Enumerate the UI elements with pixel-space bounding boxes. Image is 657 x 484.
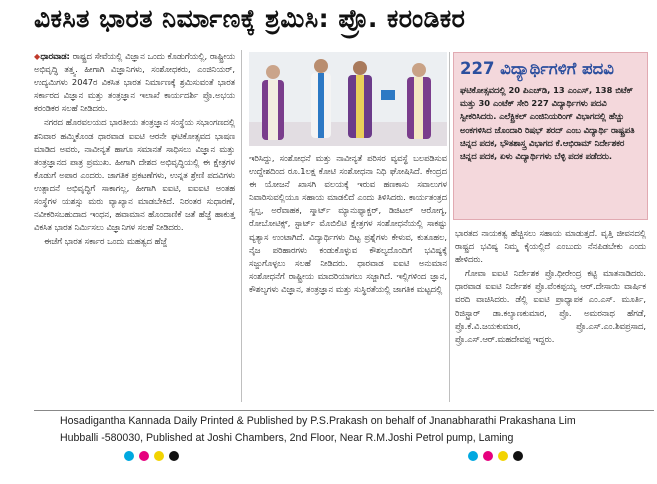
- color-registration-marks-left: [124, 451, 179, 461]
- info-box-title: 227 ವಿದ್ಯಾರ್ಥಿಗಳಿಗೆ ಪದವಿ: [460, 59, 614, 78]
- footer-rule: [34, 410, 654, 411]
- color-registration-marks-right: [468, 451, 523, 461]
- convocation-photo: [249, 52, 447, 146]
- black-dot: [169, 451, 179, 461]
- bullet-icon: ◆: [34, 52, 41, 61]
- convocation-photo-image: [249, 52, 447, 146]
- yellow-dot: [498, 451, 508, 461]
- paragraph: ನಗರದ ಹೊರವಲಯದ ಭಾರತೀಯ ತಂತ್ರಜ್ಞಾನ ಸಂಸ್ಥೆಯ ಸಭಾಂಗಣದಲ್ಲಿ ಶನಿವಾರ ಹಮ್ಮಿಕೊಂಡ ಧಾರವಾಡ ಐಐಟಿ ಆರನೇ ಘಟಿಕೋತ್ಸವದ ಭಾಷಣ ಮಾಡಿದ ಅವರು, ನಾವೀನ್ಯತೆ ಹಾಗೂ ಸಮಾನತೆ ಸಾಧಿಸಲು ವಿಜ್ಞಾನ ಮತ್ತು ತಂತ್ರಜ್ಞಾನದ ಪಾತ್ರ ಪ್ರಮುಖ. ಹೀಗಾಗಿ ದೇಶದ ಅಭಿವೃದ್ಧಿಯಲ್ಲಿ ಈ ಕ್ಷೇತ್ರಗಳ ಕೊಡುಗೆ ಅಪಾರ ಎಂದರು. ಜಾಗತಿಕ ಪ್ರಕಟಣೆಗಳು, ಉನ್ನತ ಶ್ರೇಣಿ ಪದವಿಗಳು ಉತ್ಪಾದನೆ ಅಭಿವೃದ್ಧಿಗೆ ಸಾಕಾಗಲ್ಲ, ಹೀಗಾಗಿ ಐಐಟಿ, ಐಐಐಟಿ ಅಂತಹ ಸಂಸ್ಥೆಗಳ ಯಶಸ್ಸು ಮರು ವ್ಯಾಖ್ಯಾನ ಮಾಡಬೇಕಿದೆ. ನಿರಂತರ ಸುಧಾರಣೆ, ನವೀಕರಿಸಬಹುದಾದ ಇಂಧನ, ಹವಾಮಾನ ಹೊಂದಾಣಿಕೆ ಜತೆ ಹೆಜ್ಜೆ ಹಾಕುತ್ತ ವಿಕಸಿತ ಭಾರತ ನಿರ್ಮಿಸಲು ವಿಜ್ಞಾನಿಗಳ ಸಲಹೆ ನೀಡಿದರು.: [34, 117, 235, 233]
- paragraph: ಇರಿಸಿದ್ದು, ಸಂಶೋಧನೆ ಮತ್ತು ನಾವೀನ್ಯತೆ ಪರಿಸರ ವ್ಯವಸ್ಥೆ ಬಲಪಡಿಸುವ ಉದ್ದೇಶದಿಂದ ರೂ.1ಲಕ್ಷ ಕೋಟಿ ಸಂಶೋಧನಾ ನಿಧಿ ಘೋಷಿಸಿದೆ. ಕೇಂದ್ರದ ಈ ಯೋಜನೆ ಖಾಸಗಿ ವಲಯಕ್ಕೆ ಇರುವ ಹಣಕಾಸು ಸವಾಲುಗಳ ನಿವಾರಿಸುವಲ್ಲಿಯೂ ಸಹಾಯ ಮಾಡಲಿದೆ ಎಂದು ತಿಳಿಸಿದರು. ಕಾರ್ಯತಂತ್ರದ ಸ್ವಲ್ಪ, ಅರೆವಾಹಕ, ಸ್ಮಾರ್ಟ್ ಮ್ಯಾನುಫ್ಯಾಕ್ಚರ್, ಡಿಜಿಟಲ್ ಆರೋಗ್ಯ, ರೋಬೋಟಿಕ್ಸ್, ಸ್ಟಾರ್ಟ್ ಮೊಬಿಲಿಟಿ ಕ್ಷೇತ್ರಗಳ ಸಂಶೋಧನೆಯಲ್ಲಿ ಸಾಕಷ್ಟು ವ್ಯತ್ಯಾಸ ಉಂಟಾಗಿದೆ. ವಿದ್ಯಾರ್ಥಿಗಳು ದಿಟ್ಟ ಪ್ರಶ್ನೆಗಳು ಕೇಳುವ, ಕುತೂಹಲ, ನೈಜ ಪರಿಹಾರಗಳು ಕಂಡುಕೊಳ್ಳುವ ಕೌಶಲ್ಯದೊಂದಿಗೆ ಭವಿಷ್ಯಕ್ಕೆ ಸಜ್ಜುಗೊಳ್ಳಲು ಸಲಹೆ ನೀಡಿದರು. ಧಾರವಾಡ ಐಐಟಿ ಅನುಮಾನ ಸಂಶೋಧನೆಗೆ ರಾಷ್ಟ್ರೀಯ ಮಾದರಿಯಾಗಲು ಸಜ್ಜಾಗಿದೆ. ಇಲ್ಲಿಗಳಿಂದ ಜ್ಞಾನ, ಕೌಶಲ್ಯಗಳು ವಿಜ್ಞಾನ, ತಂತ್ರಜ್ಞಾನ ಮತ್ತು ಸುಸ್ಥಿರತೆಯಲ್ಲಿ ಜಾಗತಿಕ ಮಟ್ಟದಲ್ಲಿ: [249, 153, 447, 294]
- magenta-dot: [139, 451, 149, 461]
- paragraph: ಭಾರತದ ನಾಯಕತ್ವ ಹೆಚ್ಚಿಸಲು ಸಹಾಯ ಮಾಡುತ್ತದೆ. ವೃತ್ತಿ ಜೀವನದಲ್ಲಿ ರಾಷ್ಟ್ರದ ಭವಿಷ್ಯ ನಿಮ್ಮ ಕೈಯಲ್ಲಿದೆ ಎಂಬುದು ನೆನಪಿಡಬೇಕು ಎಂದು ಹೇಳಿದರು.: [455, 228, 646, 265]
- article-column-1: [34, 50, 235, 402]
- article-column-3: [455, 227, 646, 405]
- info-box-body: ಘಟಿಕೋತ್ಸವದಲ್ಲಿ 20 ಪಿಎಚ್‌ಡಿ, 13 ಎಂಎಸ್, 138 ಬಿಟೆಕ್ ಮತ್ತು 30 ಎಂಟೆಕ್ ಸೇರಿ 227 ವಿದ್ಯಾರ್ಥಿಗಳು ಪದವಿ ಸ್ವೀಕರಿಸಿದರು. ಎಲೆಕ್ಟ್ರಿಕಲ್ ಎಂಜಿನಿಯರಿಂಗ್ ವಿಭಾಗದಲ್ಲಿ ಹೆಚ್ಚು ಅಂಕಗಳಿಸಿದ ಜೊಂದಾರಿ ರಿಷಭ್ ಶರದ್ ಎಂಬ ವಿದ್ಯಾರ್ಥಿ ರಾಷ್ಟ್ರಪತಿ ಚಿನ್ನದ ಪದಕ, ಭೌತಶಾಸ್ತ್ರ ವಿಭಾಗದ ಕೆ.ಆಭಿರಾಮ್ ನಿರ್ದೇಶಕರ ಚಿನ್ನದ ಪದಕ, ಏಳು ವಿದ್ಯಾರ್ಥಿಗಳು ಬೆಳ್ಳಿ ಪದಕ ಪಡೆದರು.: [460, 85, 635, 162]
- magenta-dot: [483, 451, 493, 461]
- cyan-dot: [468, 451, 478, 461]
- imprint-line-2: Hubballi -580030, Published at Joshi Chambers, 2nd Floor, Near R.M.Joshi Petrol pump, Laming: [60, 432, 514, 444]
- headline: ವಿಕಸಿತ ಭಾರತ ನಿರ್ಮಾಣಕ್ಕೆ ಶ್ರಮಿಸಿ: ಪ್ರೊ. ಕರಂಡಿಕರ: [34, 4, 466, 33]
- imprint-line-1: Hosadigantha Kannada Daily Printed & Published by P.S.Prakash on behalf of Jnanabharathi Prakashana Lim: [60, 415, 576, 427]
- paragraph: [34, 50, 235, 115]
- degrees-info-box: [453, 52, 648, 220]
- yellow-dot: [154, 451, 164, 461]
- paragraph: ಈಚೆಗೆ ಭಾರತ ಸರ್ಕಾರ ಒಂದು ಮಹತ್ವದ ಹೆಜ್ಜೆ: [44, 236, 168, 247]
- paragraph: ಗೋವಾ ಐಐಟಿ ನಿರ್ದೇಶಕ ಪ್ರೊ.ಧೀರೇಂದ್ರ ಕಟ್ಟಿ ಮಾತನಾಡಿದರು. ಧಾರವಾಡ ಐಐಟಿ ನಿರ್ದೇಶಕ ಪ್ರೊ.ವೆಂಕಪ್ಪಯ್ಯ ಆರ್.ದೇಸಾಯಿ ವಾರ್ಷಿಕ ವರದಿ ವಾಚಿಸಿದರು. ಡೆಲ್ಲಿ ಐಐಟಿ ಪ್ರಾಧ್ಯಾಪಕ ಎಂ.ಎಸ್. ಮೂರ್ತಿ, ರಿಜಿಸ್ಟ್ರಾರ್ ಡಾ.ಕಲ್ಯಾಣಕುಮಾರ, ಪ್ರೊ. ಅಮರನಾಥ ಹೆಗಡೆ, ಪ್ರೊ.ಕೆ.ವಿ.ಜಯಕುಮಾರ, ಪ್ರೊ.ಎಸ್.ಎಂ.ಶಿವಪ್ರಸಾದ, ಪ್ರೊ.ಎಸ್.ಆರ್.ಮಹದೇವಪ್ಪ ಇದ್ದರು.: [455, 268, 646, 344]
- dateline: ಧಾರವಾಡ:: [40, 51, 70, 61]
- cyan-dot: [124, 451, 134, 461]
- article-column-2: [249, 152, 447, 402]
- paragraph-text: ರಾಷ್ಟ್ರದ ಸೇವೆಯಲ್ಲಿ ವಿಜ್ಞಾನ ಒಂದು ಕೊಡುಗೆಯಲ್ಲಿ, ರಾಷ್ಟ್ರೀಯ ಅಭಿವೃದ್ಧಿ ತತ್ತ್ವ. ಹೀಗಾಗಿ ವಿಜ್ಞಾನಿಗಳು, ಸಂಶೋಧಕರು, ಎಂಜಿನಿಯರ್, ಉದ್ಯಮಿಗಳು 2047ರ ವಿಕಸಿತ ಭಾರತ ನಿರ್ಮಾಣಕ್ಕೆ ಶ್ರಮಿಸುವಂತೆ ಭಾರತ ಸರ್ಕಾರದ ವಿಜ್ಞಾನ ಮತ್ತು ತಂತ್ರಜ್ಞಾನ ಇಲಾಖೆ ಕಾರ್ಯದರ್ಶಿ ಪ್ರೊ.ಅಭಯ ಕರಂಡಿಕರ ಸಲಹೆ ನೀಡಿದರು.: [34, 51, 236, 114]
- column-divider: [241, 50, 242, 402]
- black-dot: [513, 451, 523, 461]
- column-divider: [449, 52, 450, 402]
